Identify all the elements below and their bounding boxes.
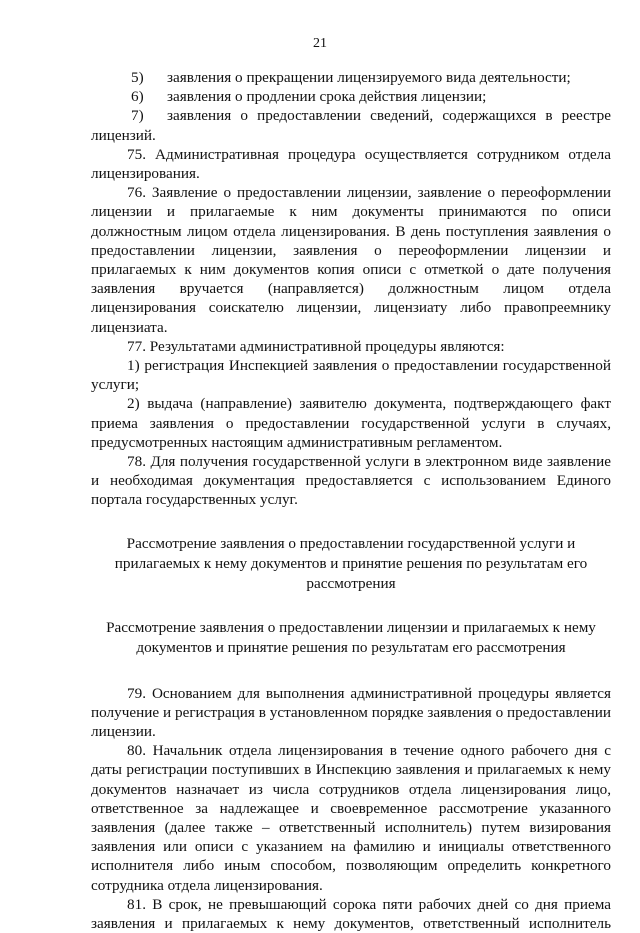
paragraph-77: 77. Результатами административной процедуры являются: <box>127 337 505 355</box>
list-item-number: 5) <box>131 69 144 86</box>
list-item-text: заявления о продлении срока действия лицензии; <box>167 88 487 106</box>
document-body <box>91 68 611 933</box>
list-item-continuation: лицензий. <box>91 126 156 144</box>
paragraph-80: 80. Начальник отдела лицензирования в течение одного рабочего дня с даты регистрации поступивших в Инспекцию заявления и прилагаемых к нему документов назначает из числа сотрудников отдела лицензирования лицо, ответственное за надлежащее и своевременное рассмотрение указанного заявления (далее также – ответственный исполнитель) путем визирования заявления или описи с указанием на фамилию и инициалы ответственного исполнителя либо иным способом, позволяющим определить конкретного сотрудника отдела лицензирования. <box>91 742 611 894</box>
list-item <box>91 106 611 125</box>
page-number: 21 <box>313 36 327 51</box>
paragraph-77-item-2: 2) выдача (направление) заявителю документа, подтверждающего факт приема заявления о предоставлении государственной услуги в случаях, предусмотренных настоящим административным регламентом. <box>91 395 611 451</box>
list-item <box>91 87 611 106</box>
paragraph-77-item-1: 1) регистрация Инспекцией заявления о предоставлении государственной услуги; <box>91 356 611 394</box>
paragraph-75: 75. Административная процедура осуществляется сотрудником отдела лицензирования. <box>91 145 611 182</box>
paragraph-79: 79. Основанием для выполнения административной процедуры является получение и регистрация в установленном порядке заявления о предоставлении лицензии. <box>91 684 611 741</box>
list-item-text: заявления о прекращении лицензируемого вида деятельности; <box>167 69 571 86</box>
list-item-number: 6) <box>131 88 144 106</box>
section-heading: Рассмотрение заявления о предоставлении государственной услуги и прилагаемых к нему документов и принятие решения по результатам его рассмотрения <box>114 534 588 592</box>
paragraph-78: 78. Для получения государственной услуги в электронном виде заявление и необходимая документация предоставляется с использованием Единого портала государственных услуг. <box>91 453 611 509</box>
paragraph-81: 81. В срок, не превышающий сорока пяти рабочих дней со дня приема заявления и прилагаемых к нему документов, ответственный исполнитель <box>91 895 611 933</box>
list-item <box>91 68 611 87</box>
paragraph-76: 76. Заявление о предоставлении лицензии, заявление о переоформлении лицензии и прилагаемые к ним документы принимаются по описи должностным лицом отдела лицензирования. В день поступления заявления о предоставлении лицензии, заявления о переоформлении лицензии и прилагаемых к ним документов копия описи с отметкой о дате получения заявления вручается (направляется) должностным лицом отдела лицензирования соискателю лицензии, лицензиату либо правопреемнику лицензиата. <box>91 184 611 336</box>
subsection-heading: Рассмотрение заявления о предоставлении лицензии и прилагаемых к нему документов и принятие решения по результатам его рассмотрения <box>106 618 596 656</box>
list-item-text: заявления о предоставлении сведений, содержащихся в реестре <box>167 107 611 125</box>
list-item-number: 7) <box>131 107 144 125</box>
